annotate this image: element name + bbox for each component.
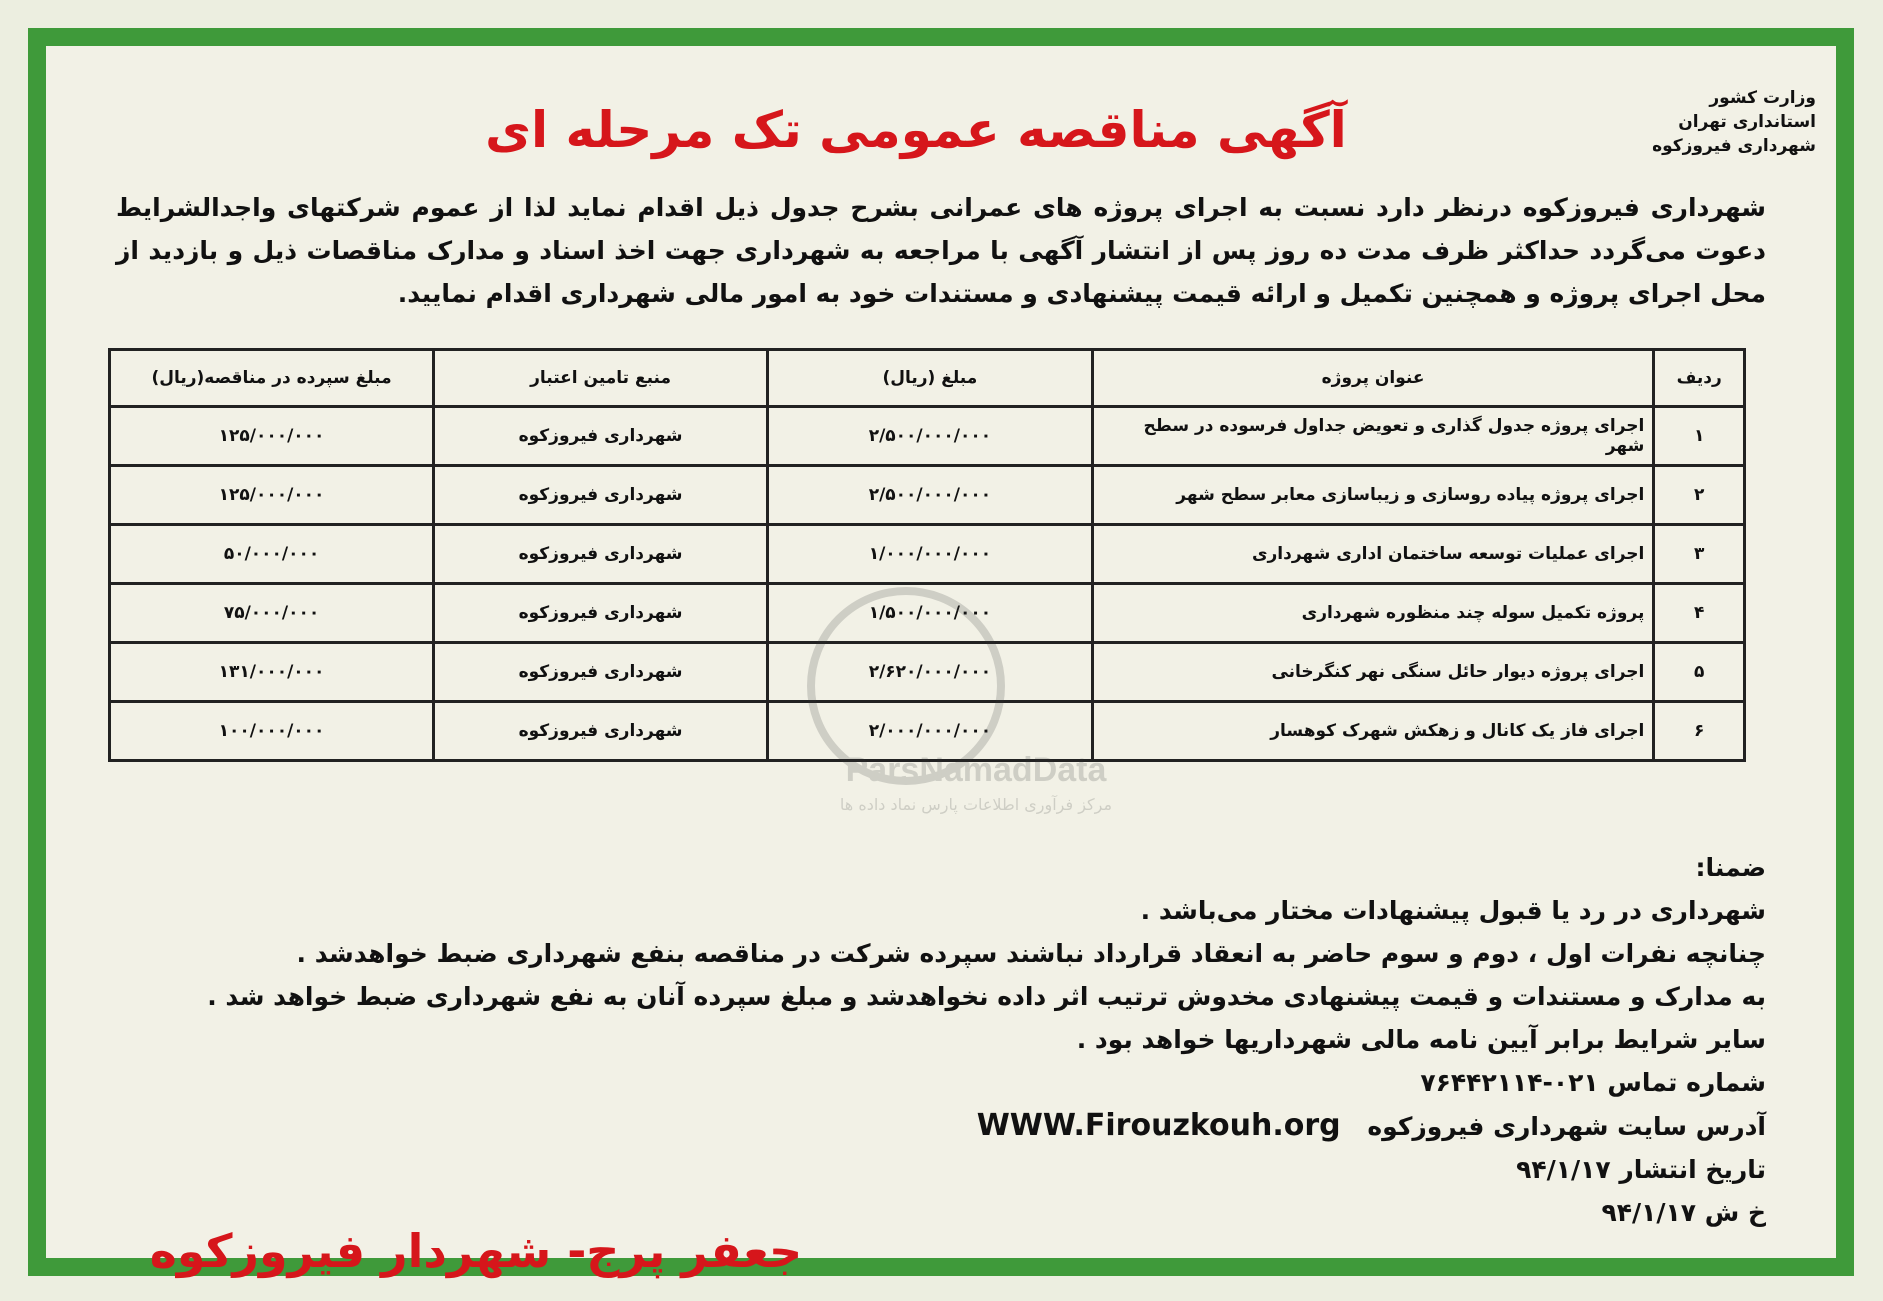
intro-paragraph: شهرداری فیروزکوه درنظر دارد نسبت به اجرای پروژه های عمرانی بشرح جدول ذیل اقدام نماید لذا از عموم شرکتهای واجدالشرایط دعوت می‌گردد حداکثر ظرف مدت ده روز پس از انتشار آگهی با مراجعه به شهرداری جهت اخذ اسناد و مدارک مناقصات ذیل و بازدید از محل اجرای پروژه و همچنین تکمیل و ارائه قیمت پیشنهادی و مستندات خود به امور مالی شهرداری اقدام نمایید. [116,193,1766,308]
funding-source: شهرداری فیروزکوه [434,525,768,584]
ministry-block [1596,86,1816,158]
ministry-line-1: وزارت کشور [1709,88,1816,108]
phone-label: شماره تماس [1607,1068,1766,1097]
deposit: ۱۲۵/۰۰۰/۰۰۰ [110,407,434,466]
row-number: ۴ [1654,584,1745,643]
table-header-row [110,350,1745,407]
funding-source: شهرداری فیروزکوه [434,702,768,761]
amount: ۱/۰۰۰/۰۰۰/۰۰۰ [768,525,1093,584]
row-number: ۵ [1654,643,1745,702]
publish-date: ۹۴/۱/۱۷ [1516,1155,1611,1184]
ref-label: خ ش [1704,1198,1766,1227]
notes-block [116,846,1766,1234]
note-line-2: چنانچه نفرات اول ، دوم و سوم حاضر به انعقاد قرارداد نباشند سپرده شرکت در مناقصه بنفع شهرداری ضبط خواهدشد . [296,939,1766,968]
amount: ۲/۵۰۰/۰۰۰/۰۰۰ [768,466,1093,525]
header-amount: مبلغ (ریال) [768,350,1093,407]
project-title: پروژه تکمیل سوله چند منظوره شهرداری [1092,584,1654,643]
funding-source: شهرداری فیروزکوه [434,584,768,643]
ministry-line-2: استانداری تهران [1678,112,1816,132]
project-title: اجرای پروژه دیوار حائل سنگی نهر کنگرخانی [1092,643,1654,702]
watermark-brand: ParsNamadData [845,751,1107,789]
amount: ۲/۵۰۰/۰۰۰/۰۰۰ [768,407,1093,466]
deposit: ۱۳۱/۰۰۰/۰۰۰ [110,643,434,702]
site-line [116,1104,1766,1148]
site-label: آدرس سایت شهرداری فیروزکوه [1367,1112,1766,1141]
amount: ۱/۵۰۰/۰۰۰/۰۰۰ [768,584,1093,643]
funding-source: شهرداری فیروزکوه [434,466,768,525]
header-row-number: ردیف [1654,350,1745,407]
header-deposit: مبلغ سپرده در مناقصه(ریال) [110,350,434,407]
signature: جعفر پرج- شهردار فیروزکوه [149,1224,803,1278]
amount: ۲/۶۲۰/۰۰۰/۰۰۰ [768,643,1093,702]
site-url: WWW.Firouzkouh.org [976,1108,1341,1143]
header-project-title: عنوان پروژه [1092,350,1654,407]
watermark-caption: مرکز فرآوری اطلاعات پارس نماد داده ها [839,795,1113,814]
project-title: اجرای پروژه پیاده روسازی و زیباسازی معابر سطح شهر [1092,466,1654,525]
table-row [110,407,1745,466]
watermark-stamp [786,576,1166,816]
project-title: اجرای پروژه جدول گذاری و تعویض جداول فرسوده در سطح شهر [1092,407,1654,466]
project-title: اجرای فاز یک کانال و زهکش شهرک کوهسار [1092,702,1654,761]
header-funding-source: منبع تامین اعتبار [434,350,768,407]
ref-date: ۹۴/۱/۱۷ [1601,1198,1697,1227]
row-number: ۲ [1654,466,1745,525]
amount: ۲/۰۰۰/۰۰۰/۰۰۰ [768,702,1093,761]
table-row [110,466,1745,525]
note-line-1: شهرداری در رد یا قبول پیشنهادات مختار می‌باشد . [1140,896,1766,925]
funding-source: شهرداری فیروزکوه [434,643,768,702]
deposit: ۱۲۵/۰۰۰/۰۰۰ [110,466,434,525]
note-line-4: سایر شرایط برابر آیین نامه مالی شهرداریها خواهد بود . [1076,1025,1766,1054]
publish-label: تاریخ انتشار [1619,1155,1766,1184]
notes-heading: ضمنا: [1695,853,1766,882]
publish-line [116,1148,1766,1191]
ad-title: آگهی مناقصه عمومی تک مرحله ای [485,101,1347,159]
table-row [110,525,1745,584]
phone-number: ۰۲۱-۷۶۴۴۲۱۱۴ [1420,1068,1599,1097]
row-number: ۳ [1654,525,1745,584]
row-number: ۶ [1654,702,1745,761]
ad-frame [28,28,1854,1276]
deposit: ۷۵/۰۰۰/۰۰۰ [110,584,434,643]
phone-line [116,1061,1766,1104]
note-line-3: به مدارک و مستندات و قیمت پیشنهادی مخدوش ترتیب اثر داده نخواهدشد و مبلغ سپرده آنان به نفع شهرداری ضبط خواهد شد . [207,982,1766,1011]
funding-source: شهرداری فیروزکوه [434,407,768,466]
row-number: ۱ [1654,407,1745,466]
project-title: اجرای عملیات توسعه ساختمان اداری شهرداری [1092,525,1654,584]
ministry-line-3: شهرداری فیروزکوه [1652,136,1816,156]
deposit: ۵۰/۰۰۰/۰۰۰ [110,525,434,584]
deposit: ۱۰۰/۰۰۰/۰۰۰ [110,702,434,761]
